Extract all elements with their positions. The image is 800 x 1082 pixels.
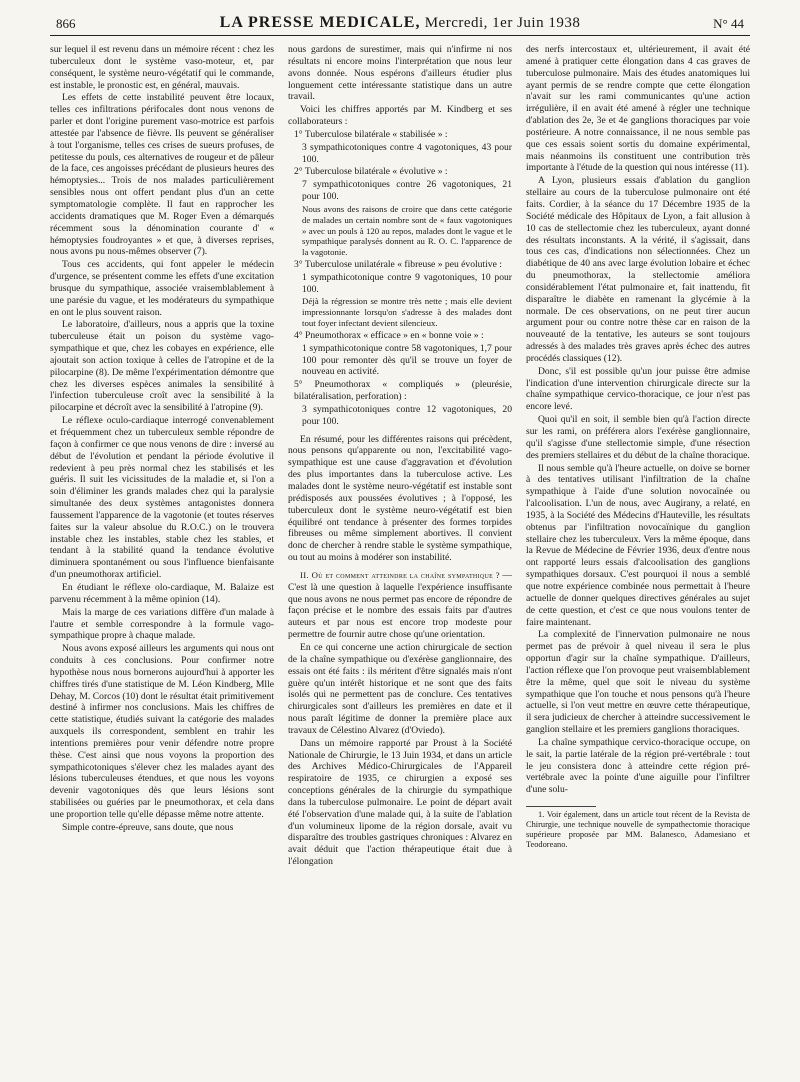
paragraph: Simple contre-épreuve, sans doute, que nous bbox=[62, 821, 234, 833]
section-text: — C'est là une question à laquelle l'expérience insuffisante que nous avons ne nous permet pas encore de répondre de façon précise et le nombre des essais faits par d'autres auteurs et par nous est encore trop modeste pour permettre de fournir autre chose qu'une orientation. bbox=[288, 569, 512, 641]
paragraph: Tous ces accidents, qui font appeler le médecin d'urgence, se présentent comme les effets d'une excitation brusque du sympathique, associée vraisemblablement à une parésie du vague, et les modérateurs du sympathique en ont le plus souvent raison. bbox=[50, 259, 274, 318]
page-number: 866 bbox=[56, 16, 76, 31]
footnote: 1. Voir également, dans un article tout récent de la Revista de Chirurgie, une technique nouvelle de sympathectomie thoracique supérieure proposée par MM. Balanesco, Adamesiano et Teodoreano. bbox=[526, 810, 750, 850]
column-2 bbox=[288, 44, 512, 1082]
stat-line: 1 sympathicotonique contre 58 vagotoniques, 1,7 pour 100 pour remonter dès qu'il se trouve un foyer de nouveau en activité. bbox=[302, 342, 512, 378]
footnote-rule bbox=[526, 806, 596, 807]
stat-line: 1 sympathicotonique contre 9 vagotoniques, 10 pour 100. bbox=[302, 271, 512, 295]
stat-heading: 5° Pneumothorax « compliqués » (pleurésie, bilatéralisation, perforation) : bbox=[294, 379, 512, 403]
paragraph: Dans un mémoire rapporté par Proust à la Société Nationale de Chirurgie, le 13 Juin 1934, et dans un article des Archives Médico-Chirurgicales de l'Appareil respiratoire de 1935, ce chirurgien a exposé ses conceptions générales de la chirurgie du sympathique dans la tuberculose pulmonaire. Le point de départ avait été l'observation d'une malade qui, à la suite de l'ablation d'un volumineux lipome de la région dorsale, avait vu disparaître des troubles gastriques chroniques : Alvarez en avait déduit que l'action thérapeutique était due à l'élongation bbox=[288, 737, 512, 868]
paragraph: Donc, s'il est possible qu'un jour puisse être admise l'indication d'une intervention chirurgicale directe sur la chaîne sympathique cervico-thoracique, ce jour n'est pas encore levé. bbox=[526, 365, 750, 413]
paragraph: Il nous semble qu'à l'heure actuelle, on doive se borner à des tentatives utilisant l'infiltration de la chaîne sympathique à l'aide d'une solution novocaïnée ou l'alcoolisation. L'un de nous, avec Augirany, a relaté, en 1935, à la Société des Médecins d'Hauteville, les résultats obtenus par l'infiltration novocaïnique du ganglion stellaire chez les tuberculeux. Vers la même époque, dans la Revue de Médecine de Février 1936, deux d'entre nous ont rapporté leurs essais d'alcoolisation des ganglions sympathiques dorsaux. C'est pourquoi il nous a semblé que notre expérience combinée nous permettait à l'heure actuelle de donner quelques directives générales au sujet de cette question, et c'est ce que nous voulons tenter de faire maintenant. bbox=[526, 462, 750, 628]
stat-heading: 2° Tuberculose bilatérale « évolutive » : bbox=[294, 166, 448, 178]
paragraph: En résumé, pour les différentes raisons qui précèdent, nous pensons qu'apparente ou non, l'excitabilité vago-sympathique est une cause d'aggravation et d'évolution des plus importantes dans la tuberculose active. Les malades dont le système neuro-végétatif est instable sont prédisposés aux poussées évolutives ; à l'opposé, les tuberculeux dont le système neuro-végétatif est bien équilibré ont tendance à présenter des formes torpides fibreuses ou même simplement abortives. Il convient donc de chercher à rendre stable le système sympathique, ou tout au moins à modérer son instabilité. bbox=[288, 433, 512, 564]
paragraph: nous gardons de surestimer, mais qui n'infirme ni nos résultats ni encore moins l'interprétation que nous leur avons donnée. Nous espérons d'ailleurs étudier plus longuement cette intéressante statistique dans un autre travail. bbox=[288, 44, 512, 103]
paragraph: sur lequel il est revenu dans un mémoire récent : chez les tuberculeux dont le système vaso-moteur, et, par conséquent, le système neuro-végétatif qui le commande, est instable, le pronostic est, en général, mauvais. bbox=[50, 44, 274, 91]
paragraph: Le laboratoire, d'ailleurs, nous a appris que la toxine tuberculeuse était un poison du système vago-sympathique et que, chez les cobayes en expérience, elle ajoutait son action toxique à celles de l'atropine et de la pilocarpine (8). De même l'expérimentation démontre que chez les diverses espèces animales la sensibilité à l'infection tuberculeuse croît avec la sensibilité à la pilocarpine et décroît avec la sensibilité à l'atropine (9). bbox=[50, 319, 274, 414]
stat-line: 3 sympathicotoniques contre 12 vagotoniques, 20 pour 100. bbox=[302, 403, 512, 427]
stat-line: 7 sympathicotoniques contre 26 vagotoniques, 21 pour 100. bbox=[302, 179, 512, 203]
paragraph: A Lyon, plusieurs essais d'ablation du ganglion stellaire au cours de la tuberculose pulmonaire ont été faits. Cordier, à la séance du 17 Décembre 1935 de la Société médicale des Hôpitaux de Lyon, a fait allusion à 10 cas de stellectomie chez les tuberculeux, ayant donné des résultats inconstants. A la vérité, il s'agissait, dans tous ces cas, d'indications non sélectionnées. Chez un diabétique de 40 ans avec large évolution lobaire et échec du pneumothorax, la stellectomie améliora considérablement l'état pulmonaire et, fait inattendu, fit disparaître le diabète en ramenant la glycémie à la normale. De ces observations, on ne peut tirer aucun argument pour ou contre notre thèse car en raison de la nouveauté de la tentative, les auteurs se sont toujours adressés à des malades très graves après échec des autres procédés classiques (12). bbox=[526, 175, 750, 364]
paragraph: des nerfs intercostaux et, ultérieurement, il avait été amené à pratiquer cette élongation dans 4 cas graves de tuberculose pulmonaire. Mais des études anatomiques lui ayant permis de se rendre compte que cette élongation n'avait sur les rami communicantes qu'une action irrégulière, il en avait été amené à régler une technique d'ablation des 2e, 3e et 4e ganglions thoraciques par voie postérieure. A notre connaissance, il ne nous semble pas que ces essais soient sortis du domaine expérimental, mais néanmoins ils constituent une contribution très importante à l'étude de la question qui nous intéresse (11). bbox=[526, 44, 750, 174]
page-header bbox=[50, 12, 750, 36]
paragraph: Mais la marge de ces variations diffère d'un malade à l'autre et semble correspondre à la formule vago-sympathique propre à chaque malade. bbox=[50, 606, 274, 642]
section-paragraph bbox=[288, 570, 512, 641]
stat-heading: 1° Tuberculose bilatérale « stabilisée » : bbox=[294, 128, 448, 140]
article-columns bbox=[50, 44, 750, 1082]
paragraph: La chaîne sympathique cervico-thoracique occupe, on le sait, la partie latérale de la région pré-vertébrale : tout le jeu consistera donc à atteindre cette région pré-vertébrale avec la pointe d'une aiguille pour l'infiltrer d'une solu- bbox=[526, 736, 750, 796]
paragraph: En ce qui concerne une action chirurgicale de section de la chaîne sympathique ou d'exérèse ganglionnaire, des essais ont été faits : ils méritent d'être signalés mais n'ont guère qu'un intérêt historique et ne sont que des faits isolés qui ne permettent pas de conclure. Ces tentatives chirurgicales sont d'ailleurs les premières en date et il nous paraît légitime de donner la première place aux travaux de Célestino Alvarez (d'Oviedo). bbox=[288, 641, 512, 736]
issue-date: Mercredi, 1er Juin 1938 bbox=[424, 15, 581, 31]
paragraph: Quoi qu'il en soit, il semble bien qu'à l'action directe sur les rami, on préférera alors l'exérèse ganglionnaire, qu'il s'agisse d'une stellectomie simple, d'une résection des premiers stellaires et du début de la chaîne thoracique. bbox=[526, 414, 750, 461]
stat-heading: 4° Pneumothorax « efficace » en « bonne voie » : bbox=[294, 329, 484, 341]
paragraph: Le réflexe oculo-cardiaque interrogé convenablement et fréquemment chez un tuberculeux semble répondre de façon à confirmer ce que nous venons de dire : inversé au début de l'évolution et pendant la période évolutive il redevient à peu près normal chez les stabilisés et les guéris. Il suit les vicissitudes de la maladie et, si l'on a soin d'éliminer les grands malades chez qui la paralysie simultanée des deux systèmes antagonistes donnera faussement l'apparence de la vagotonie (et toutes réserves faites sur la valeur absolue du R.O.C.) on le trouvera instable chez les instables, stable chez les stables, et tendant à la stabilité quand la tendance évolutive diminuera spontanément ou sous l'influence bienfaisante d'un pneumothorax artificiel. bbox=[50, 415, 274, 581]
stat-line: 3 sympathicotoniques contre 4 vagotoniques, 43 pour 100. bbox=[302, 141, 512, 165]
paragraph: La complexité de l'innervation pulmonaire ne nous permet pas de prévoir à quel niveau il sera le plus opportun d'agir sur la chaîne sympathique. D'ailleurs, l'action réflexe que l'on provoque peut vraisemblablement être la même, quel que soit le niveau du système sympathique que l'on touche et nous pensons qu'à l'heure actuelle, si l'on veut mettre en œuvre cette thérapeutique, il sera judicieux de chercher à atteindre successivement le ganglion stellaire et les premiers ganglions thoraciques. bbox=[526, 629, 750, 736]
column-3 bbox=[526, 44, 750, 1082]
issue-number: N° 44 bbox=[713, 16, 744, 31]
paragraph: Les effets de cette instabilité peuvent être locaux, telles ces infiltrations périfocales dont nous venons de parler et dont l'origine purement vaso-motrice est parfois attestée par l'absence de fièvre. Ils peuvent se généraliser à tout l'organisme, telles ces crises de sueurs profuses, de petitesse du pouls, ces alternatives de rougeur et de pâleur de la face, ces angoisses précédant de plusieurs heures des hémoptysies... Trois de nos malades particulièrement sensibles nous ont offert pendant plus d'un an cette symptomatologie complète. Il faut en rapprocher les accidents dramatiques que M. Roger Even a démarqués récemment sous la dénomination courante d' « hémoptysies foudroyantes » et que, à diverses reprises, nous avons pu nous-mêmes observer (7). bbox=[50, 92, 274, 258]
section-heading: II. Où et comment atteindre la chaîne sympathique ? bbox=[300, 569, 500, 580]
paragraph: Voici les chiffres apportés par M. Kindberg et ses collaborateurs : bbox=[288, 104, 512, 128]
running-title bbox=[50, 14, 750, 32]
paragraph: En étudiant le réflexe olo-cardiaque, M. Balaize est parvenu récemment à la même opinion (14). bbox=[50, 581, 274, 605]
stat-note: Déjà la régression se montre très nette ; mais elle devient impressionnante lorsqu'on s'adresse à des malades dont tout foyer infectant devient silencieux. bbox=[302, 296, 512, 329]
masthead: LA PRESSE MEDICALE, bbox=[219, 14, 421, 31]
paragraph: Nous avons exposé ailleurs les arguments qui nous ont conduits à ces conclusions. Pour confirmer notre hypothèse nous nous bornerons aujourd'hui à apporter les chiffres tirés d'une statistique de M. Léon Kindberg, Mlle Dehay, M. Corcos (10) dont le résultat était primitivement destiné à infirmer nos conclusions. Mais les chiffres de cette statistique, étudiés suivant la catégorie des malades auxquels ils correspondent, semblent en trahir les intentions premières pour venir défendre notre propre thèse. C'est ainsi que nous voyons la proportion des sympathicotoniques s'élever chez les malades ayant des lésions tuberculeuses étendues, et que nous les voyons devenir vagotoniques dès que leurs lésions sont stabilisées ou guéries par le pneumothorax, et cela dans une proportion telle qu'elle dépasse même notre attente. bbox=[50, 643, 274, 820]
stat-note: Nous avons des raisons de croire que dans cette catégorie de malades un certain nombre sont de « faux vagotoniques » avec un pouls à 120 au repos, malades dont le vague et le sympathique paralysés donnent au R. O. C. l'apparence de la vagotonie. bbox=[302, 203, 512, 258]
column-1 bbox=[50, 44, 274, 1082]
stat-heading: 3° Tuberculose unilatérale « fibreuse » peu évolutive : bbox=[294, 258, 502, 270]
